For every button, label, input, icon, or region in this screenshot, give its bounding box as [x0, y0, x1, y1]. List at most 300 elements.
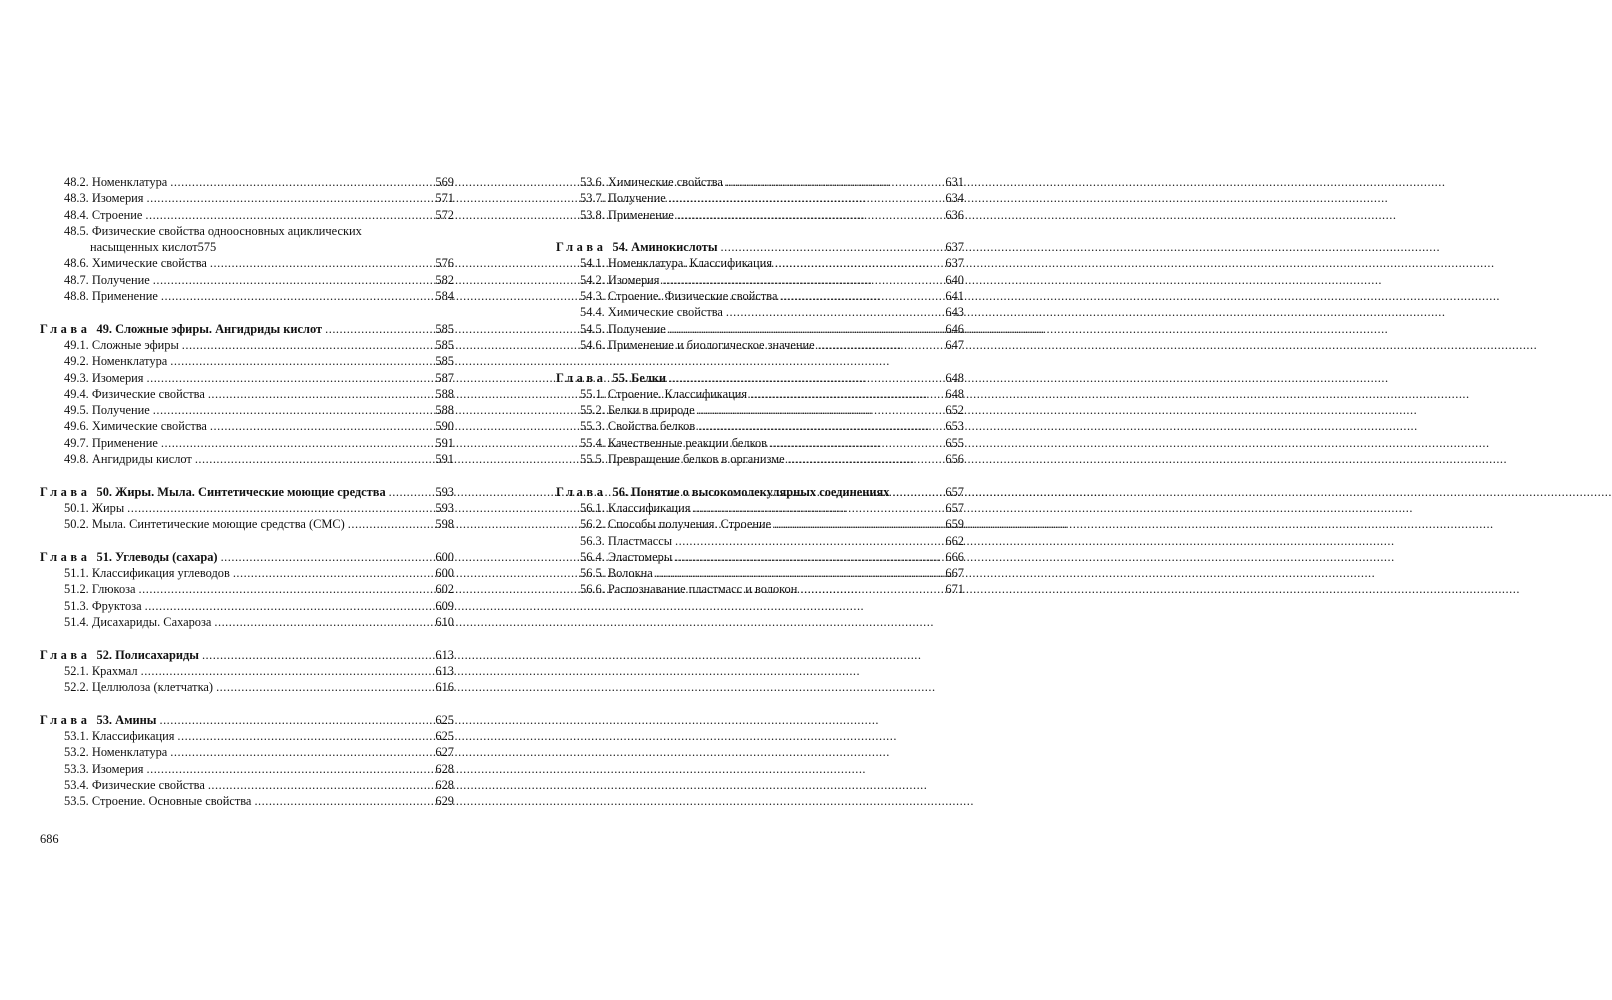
toc-page-number: 637 — [945, 256, 964, 271]
dot-leader — [698, 402, 937, 418]
dot-leader — [161, 288, 427, 304]
toc-entry[interactable] — [40, 272, 454, 288]
toc-entry-title-text: Пластмассы — [607, 533, 673, 548]
toc-page-number: 584 — [435, 289, 454, 304]
toc-entry[interactable] — [40, 370, 454, 386]
toc-entry-title — [64, 174, 167, 190]
toc-entry[interactable] — [40, 386, 454, 402]
toc-entry-title-text: Аминокислоты — [631, 240, 718, 255]
dot-leader — [170, 174, 427, 190]
toc-entry[interactable] — [40, 223, 454, 256]
toc-entry-title-text: Физические свойства — [91, 386, 205, 401]
dot-leader — [669, 190, 937, 206]
toc-entry-title-text: Целлюлоза (клетчатка) — [91, 680, 214, 695]
toc-entry[interactable] — [40, 728, 454, 744]
chapter-label: Глава — [40, 647, 91, 662]
toc-page-number: 572 — [435, 207, 454, 222]
toc-entry-title-text: Получение — [607, 321, 666, 336]
toc-entry-number: 52. — [96, 647, 113, 662]
dot-leader — [153, 402, 427, 418]
toc-entry-number: 50.2. — [64, 517, 89, 532]
dot-leader — [721, 239, 937, 255]
toc-page-number: 653 — [945, 419, 964, 434]
toc-entry-title — [580, 174, 723, 190]
toc-page-number: 637 — [945, 240, 964, 255]
toc-entry-title-text: Получение — [91, 272, 150, 287]
toc-page-number: 648 — [945, 370, 964, 385]
toc-entry-title-line2: насыщенных кислот — [90, 240, 198, 255]
toc-entry-number: 49.5. — [64, 403, 89, 418]
toc-page-number: 634 — [945, 191, 964, 206]
toc-entry-title-text: Получение — [607, 191, 666, 206]
dot-leader — [210, 418, 427, 434]
dot-leader — [208, 777, 427, 793]
toc-entry[interactable] — [556, 402, 964, 418]
toc-entry[interactable] — [40, 337, 454, 353]
toc-entry[interactable] — [40, 614, 454, 630]
toc-entry-title-line1: Физические свойства одноосновных ациклических — [91, 223, 362, 238]
toc-entry-title-text: Полисахариды — [115, 647, 199, 662]
toc-entry-title — [64, 744, 167, 760]
toc-entry-title-text: Ангидриды кислот — [91, 452, 192, 467]
toc-entry-title — [64, 288, 158, 304]
toc-entry-number: 55.2. — [580, 403, 605, 418]
toc-entry[interactable] — [556, 435, 964, 451]
toc-page-number: 598 — [435, 517, 454, 532]
toc-entry-number: 51.2. — [64, 582, 89, 597]
toc-entry-title-text: Химические свойства — [607, 305, 723, 320]
toc-entry[interactable] — [40, 516, 454, 532]
toc-chapter-entry[interactable] — [40, 647, 454, 663]
toc-entry-title-text: Строение — [91, 207, 143, 222]
toc-entry[interactable] — [40, 679, 454, 695]
toc-entry-title — [64, 435, 158, 451]
toc-entry[interactable] — [40, 565, 454, 581]
toc-entry[interactable] — [556, 288, 964, 304]
toc-entry-title — [580, 255, 772, 271]
toc-page-number: 609 — [435, 598, 454, 613]
toc-chapter-entry[interactable] — [556, 239, 964, 255]
toc-page-number: 647 — [945, 337, 964, 352]
toc-page-number: 627 — [435, 745, 454, 760]
toc-entry-title-text: Амины — [115, 712, 157, 727]
dot-leader — [675, 549, 937, 565]
dot-leader — [774, 516, 937, 532]
chapter-label: Глава — [40, 321, 91, 336]
toc-entry[interactable] — [40, 190, 454, 206]
toc-entry[interactable] — [40, 207, 454, 223]
toc-entry-title — [40, 712, 156, 728]
toc-page-number: 613 — [435, 663, 454, 678]
toc-entry-title — [40, 321, 322, 337]
toc-chapter-entry[interactable] — [556, 484, 964, 500]
toc-entry[interactable] — [556, 549, 964, 565]
toc-entry-number: 48.7. — [64, 272, 89, 287]
toc-entry-number: 56.4. — [580, 549, 605, 564]
toc-entry-title-text: Номенклатура — [91, 745, 168, 760]
dot-leader — [780, 288, 937, 304]
toc-entry-title — [580, 533, 672, 549]
dot-leader — [159, 712, 427, 728]
toc-entry-number: 56. — [612, 484, 629, 499]
toc-page-number: 602 — [435, 582, 454, 597]
toc-entry[interactable] — [40, 255, 454, 271]
toc-entry[interactable] — [556, 207, 964, 223]
toc-entry-number: 53.3. — [64, 761, 89, 776]
toc-page-number: 657 — [945, 484, 964, 499]
toc-entry-number: 49.2. — [64, 354, 89, 369]
chapter-label: Глава — [556, 484, 607, 499]
dot-leader — [216, 679, 427, 695]
dot-leader — [669, 370, 937, 386]
toc-chapter-entry[interactable] — [40, 321, 454, 337]
toc-entry-title-text: Изомерия — [607, 272, 660, 287]
toc-entry-title — [64, 272, 150, 288]
toc-page-number: 588 — [435, 386, 454, 401]
toc-page-number: 656 — [945, 452, 964, 467]
toc-entry-title — [64, 386, 205, 402]
toc-entry-number: 48.8. — [64, 289, 89, 304]
toc-entry[interactable] — [40, 418, 454, 434]
toc-entry-title — [64, 614, 211, 630]
toc-entry[interactable] — [40, 663, 454, 679]
dot-leader — [182, 337, 427, 353]
toc-entry-title — [64, 516, 345, 532]
toc-page-number: 600 — [435, 549, 454, 564]
dot-leader — [726, 174, 937, 190]
toc-entry[interactable] — [556, 255, 964, 271]
toc-page-number: 591 — [435, 452, 454, 467]
toc-entry-title — [64, 598, 142, 614]
toc-entry[interactable] — [556, 581, 964, 597]
toc-entry[interactable] — [40, 761, 454, 777]
toc-entry[interactable] — [556, 321, 964, 337]
toc-entry-title-text: Крахмал — [91, 663, 138, 678]
toc-entry[interactable] — [40, 288, 454, 304]
toc-entry-title-text: Номенклатура — [91, 175, 168, 189]
toc-entry-title-text: Жиры — [91, 500, 125, 515]
toc-entry-title-text: Превращение белков в организме — [607, 452, 785, 467]
toc-entry-title-text: Углеводы (сахара) — [115, 549, 218, 564]
toc-entry-title — [40, 549, 218, 565]
toc-entry-number: 54.4. — [580, 305, 605, 320]
toc-entry-title-text: Фруктоза — [91, 598, 142, 613]
toc-entry-number: 49.4. — [64, 386, 89, 401]
toc-entry-title — [64, 402, 150, 418]
toc-page-number: 646 — [945, 321, 964, 336]
toc-entry-number: 54. — [612, 240, 629, 255]
dot-leader — [726, 304, 937, 320]
dot-leader — [669, 321, 937, 337]
dot-leader — [153, 272, 427, 288]
toc-entry-title-text: Эластомеры — [607, 549, 673, 564]
toc-page-number: 613 — [435, 647, 454, 662]
toc-entry-title-text: Белки в природе — [607, 403, 695, 418]
toc-entry[interactable] — [556, 565, 964, 581]
toc-page-number: 585 — [435, 354, 454, 369]
toc-entry-title-text: Химические свойства — [607, 175, 723, 189]
toc-page-number: 625 — [435, 729, 454, 744]
toc-entry-title-text: Классификация — [607, 500, 691, 515]
toc-entry[interactable] — [40, 402, 454, 418]
toc-page-number: 576 — [435, 256, 454, 271]
chapter-label: Глава — [40, 712, 91, 727]
page-number: 686 — [40, 832, 59, 846]
toc-entry-title-text: Получение — [91, 403, 150, 418]
toc-entry-title — [580, 500, 690, 516]
toc-page-number: 582 — [435, 272, 454, 287]
toc-entry-title — [64, 565, 230, 581]
toc-entry-title — [64, 207, 142, 223]
toc-entry-title-text: Распознавание пластмасс и волокон — [607, 582, 798, 597]
toc-left-column — [40, 174, 454, 810]
toc-entry-title-text: Номенклатура — [91, 354, 168, 369]
dot-leader — [221, 549, 427, 565]
toc-entry-title — [64, 793, 251, 809]
toc-page-number: 588 — [435, 403, 454, 418]
toc-page-number: 585 — [435, 337, 454, 352]
toc-chapter-entry[interactable] — [40, 484, 454, 500]
toc-entry-number: 55.5. — [580, 452, 605, 467]
toc-entry-number: 53.2. — [64, 745, 89, 760]
dot-leader — [147, 190, 428, 206]
toc-entry-title-text: Химические свойства — [91, 419, 207, 434]
dot-leader — [892, 484, 937, 500]
toc-entry[interactable] — [40, 435, 454, 451]
toc-entry-title — [64, 370, 144, 386]
dot-leader — [233, 565, 427, 581]
toc-entry-title — [580, 304, 723, 320]
toc-entry-number: 52.2. — [64, 680, 89, 695]
toc-entry-number: 56.3. — [580, 533, 605, 548]
toc-entry-number: 54.5. — [580, 321, 605, 336]
toc-entry-title — [580, 435, 767, 451]
toc-entry-number: 54.6. — [580, 337, 605, 352]
toc-entry-title — [64, 337, 179, 353]
toc-page-number: 629 — [435, 794, 454, 809]
toc-page-number: 667 — [945, 566, 964, 581]
toc-entry-number: 50.1. — [64, 500, 89, 515]
toc-entry-title — [64, 451, 192, 467]
toc-entry-title-text: Классификация углеводов — [91, 566, 230, 581]
dot-leader — [170, 353, 427, 369]
toc-chapter-entry[interactable] — [40, 549, 454, 565]
toc-entry[interactable] — [40, 174, 454, 190]
toc-entry-title-text: Применение — [91, 435, 158, 450]
toc-entry-title — [580, 516, 771, 532]
toc-entry[interactable] — [556, 304, 964, 320]
dot-leader — [145, 207, 427, 223]
toc-entry-title — [580, 190, 666, 206]
toc-entry-title-text: Физические свойства — [91, 777, 205, 792]
toc-entry-title — [64, 353, 167, 369]
toc-entry-title-text: Изомерия — [91, 191, 144, 206]
toc-entry-title-text: Изомерия — [91, 761, 144, 776]
toc-entry-continuation — [64, 239, 454, 255]
toc-entry[interactable] — [556, 337, 964, 353]
chapter-label: Глава — [556, 240, 607, 255]
toc-page-number: 575 — [197, 240, 217, 255]
toc-entry-number: 53. — [96, 712, 113, 727]
dot-leader — [161, 435, 427, 451]
toc-entry[interactable] — [556, 386, 964, 402]
toc-entry-number: 55.4. — [580, 435, 605, 450]
dot-leader — [202, 647, 427, 663]
toc-entry-number: 51.4. — [64, 615, 89, 630]
toc-entry-number: 55. — [612, 370, 629, 385]
toc-entry-number: 49.6. — [64, 419, 89, 434]
toc-entry-title — [556, 370, 666, 386]
toc-entry-title-text: Химические свойства — [91, 256, 207, 271]
toc-entry[interactable] — [556, 272, 964, 288]
toc-entry-title-text: Строение. Классификация — [607, 386, 748, 401]
toc-entry-title — [64, 255, 207, 271]
dot-leader — [139, 581, 427, 597]
toc-entry[interactable] — [556, 533, 964, 549]
toc-entry-number: 52.1. — [64, 663, 89, 678]
dot-leader — [693, 500, 937, 516]
toc-page-number: 600 — [435, 566, 454, 581]
dot-leader — [177, 728, 427, 744]
toc-entry[interactable] — [40, 777, 454, 793]
dot-leader — [127, 500, 427, 516]
toc-page-number: 593 — [435, 484, 454, 499]
dot-leader — [214, 614, 427, 630]
toc-entry[interactable] — [40, 500, 454, 516]
toc-entry-title — [64, 223, 454, 239]
toc-entry-title-text: Применение — [91, 289, 158, 304]
toc-entry-title — [64, 777, 205, 793]
dot-leader — [147, 370, 428, 386]
toc-page-number: 616 — [435, 680, 454, 695]
toc-entry[interactable] — [40, 744, 454, 760]
chapter-label: Глава — [40, 484, 91, 499]
toc-entry-title — [40, 647, 199, 663]
toc-entry-title-text: Изомерия — [91, 370, 144, 385]
toc-page-number: 652 — [945, 403, 964, 418]
toc-entry-number: 53.7. — [580, 191, 605, 206]
dot-leader — [677, 207, 937, 223]
toc-page-number: 640 — [945, 272, 964, 287]
toc-entry-number: 49.8. — [64, 452, 89, 467]
toc-page-number: 569 — [435, 175, 454, 189]
toc-entry-title — [580, 418, 695, 434]
dot-leader — [775, 255, 937, 271]
toc-entry[interactable] — [40, 451, 454, 467]
toc-entry-title-text: Применение — [607, 207, 674, 222]
dot-leader — [750, 386, 937, 402]
dot-leader — [145, 598, 427, 614]
toc-entry-title-text: Глюкоза — [91, 582, 136, 597]
toc-page-number: 591 — [435, 435, 454, 450]
toc-entry[interactable] — [40, 581, 454, 597]
toc-entry[interactable] — [556, 190, 964, 206]
toc-entry-title-text: Сложные эфиры. Ангидриды кислот — [115, 321, 323, 336]
toc-entry-title — [580, 337, 815, 353]
toc-page-number: 610 — [435, 615, 454, 630]
dot-leader — [788, 451, 937, 467]
toc-entry-title — [556, 484, 889, 500]
dot-leader — [254, 793, 427, 809]
toc-entry-number: 48.4. — [64, 207, 89, 222]
toc-entry-number: 56.6. — [580, 582, 605, 597]
toc-entry[interactable] — [556, 516, 964, 532]
dot-leader — [698, 418, 937, 434]
toc-page-number: 571 — [435, 191, 454, 206]
dot-leader — [141, 663, 427, 679]
toc-entry-number: 49.1. — [64, 337, 89, 352]
dot-leader — [195, 451, 427, 467]
dot-leader — [800, 581, 937, 597]
toc-entry[interactable] — [556, 174, 964, 190]
toc-entry-title — [64, 728, 174, 744]
toc-page-number: 593 — [435, 500, 454, 515]
toc-entry[interactable] — [556, 500, 964, 516]
toc-entry-title — [580, 451, 785, 467]
toc-chapter-entry[interactable] — [556, 370, 964, 386]
toc-entry-number: 55.3. — [580, 419, 605, 434]
toc-page-number: 648 — [945, 386, 964, 401]
toc-page-number: 666 — [945, 549, 964, 564]
toc-page-number: 643 — [945, 305, 964, 320]
toc-entry-title — [580, 288, 777, 304]
dot-leader — [147, 761, 428, 777]
toc-page-number: 631 — [945, 175, 964, 189]
toc-entry-title — [40, 484, 386, 500]
toc-entry-title — [580, 386, 747, 402]
toc-entry-title-text: Строение. Основные свойства — [91, 794, 252, 809]
toc-page-number: 662 — [945, 533, 964, 548]
toc-entry-title-text: Способы получения. Строение — [607, 517, 772, 532]
toc-entry[interactable] — [40, 793, 454, 809]
dot-leader — [208, 386, 427, 402]
dot-leader — [170, 744, 427, 760]
dot-leader — [656, 565, 937, 581]
toc-entry[interactable] — [556, 451, 964, 467]
toc-entry-title-text: Мыла. Синтетические моющие средства (СМС) — [91, 517, 345, 532]
toc-entry-title — [64, 418, 207, 434]
toc-entry-title — [64, 500, 124, 516]
toc-entry[interactable] — [40, 598, 454, 614]
toc-page-number: 641 — [945, 289, 964, 304]
toc-entry-number: 53.6. — [580, 175, 605, 189]
toc-entry[interactable] — [40, 353, 454, 369]
toc-page-number: 671 — [945, 582, 964, 597]
toc-entry-number: 53.4. — [64, 777, 89, 792]
toc-entry-number: 54.1. — [580, 256, 605, 271]
toc-entry-title — [556, 239, 718, 255]
toc-entry-title — [580, 565, 653, 581]
toc-entry-number: 56.5. — [580, 566, 605, 581]
toc-chapter-entry[interactable] — [40, 712, 454, 728]
chapter-label: Глава — [40, 549, 91, 564]
dot-leader — [663, 272, 938, 288]
toc-entry-title — [580, 272, 660, 288]
toc-page-number: 655 — [945, 435, 964, 450]
toc-entry[interactable] — [556, 418, 964, 434]
chapter-label: Глава — [556, 370, 607, 385]
toc-entry-title-text: Понятие о высокомолекулярных соединениях — [631, 484, 890, 499]
toc-page-number: 587 — [435, 370, 454, 385]
toc-page-number: 585 — [435, 321, 454, 336]
toc-entry-number: 49.3. — [64, 370, 89, 385]
toc-entry-title — [64, 581, 136, 597]
toc-page-number: 636 — [945, 207, 964, 222]
toc-entry-title-text: Качественные реакции белков — [607, 435, 768, 450]
toc-entry-title — [64, 761, 144, 777]
toc-entry-title — [64, 190, 144, 206]
dot-leader — [675, 533, 937, 549]
